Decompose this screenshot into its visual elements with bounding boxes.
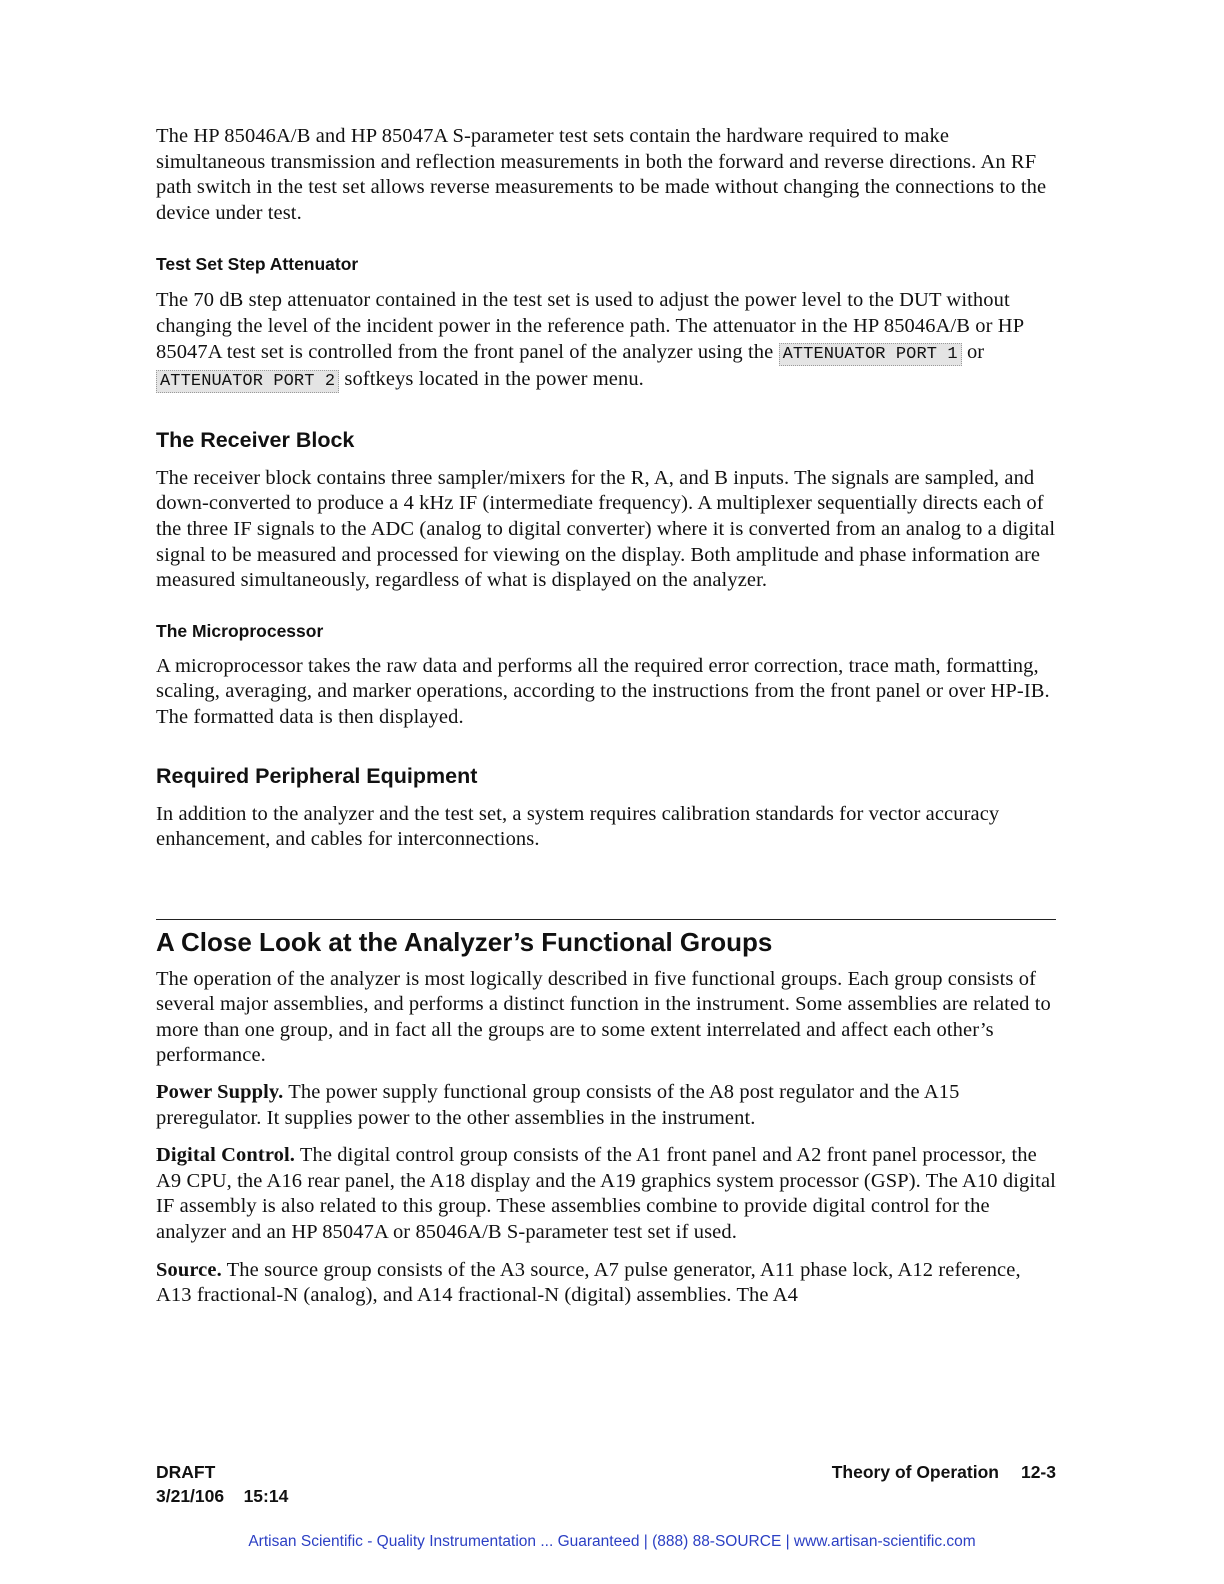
receiver-heading: The Receiver Block <box>156 427 355 452</box>
power-supply-item <box>156 1080 1056 1131</box>
page-number: 12-3 <box>1020 1462 1056 1482</box>
peripheral-heading: Required Peripheral Equipment <box>156 763 478 788</box>
attenuator-text-before: The 70 dB step attenuator contained in the test set is used to adjust the power level to the DUT without changing the level of the incident power in the reference path. The attenuator in the HP 85046A/B or HP 85047A test set is controlled from the front panel of the analyzer using the <box>156 289 1024 363</box>
source-text: The source group consists of the A3 source, A7 pulse generator, A11 phase lock, A12 reference, A13 fractional-N (analog), and A14 fractional-N (digital) assemblies. The A4 <box>156 1258 1021 1307</box>
receiver-paragraph: The receiver block contains three sampler/mixers for the R, A, and B inputs. The signals are sampled, and down-converted to produce a 4 kHz IF (intermediate frequency). A multiplexer sequentially directs each of the three IF signals to the ADC (analog to digital converter) where it is converted from an analog to a digital signal to be measured and processed for viewing on the display. Both amplitude and phase information are measured simultaneously, regardless of what is displayed on the analyzer. <box>156 466 1056 592</box>
digital-control-label: Digital Control. <box>156 1144 296 1167</box>
microprocessor-heading: The Microprocessor <box>156 620 324 641</box>
power-supply-label: Power Supply. <box>156 1081 284 1104</box>
source-label: Source. <box>156 1258 222 1281</box>
artisan-banner-link[interactable]: Artisan Scientific - Quality Instrumentation ... Guaranteed | (888) 88-SOURCE | www.artisan-scientific.com <box>248 1533 976 1550</box>
intro-paragraph: The HP 85046A/B and HP 85047A S-parameter test sets contain the hardware required to make simultaneous transmission and reflection measurements in both the forward and reverse directions. An RF path switch in the test set allows reverse measurements to be made without changing the connections to the device under test. <box>156 125 1047 224</box>
power-supply-text: The power supply functional group consists of the A8 post regulator and the A15 preregulator. It supplies power to the other assemblies in the instrument. <box>156 1081 960 1129</box>
peripheral-paragraph: In addition to the analyzer and the test set, a system requires calibration standards for vector accuracy enhancement, and cables for interconnections. <box>156 802 1000 851</box>
chapter-title: Theory of Operation <box>831 1462 999 1482</box>
functional-groups-heading: A Close Look at the Analyzer’s Functional Groups <box>156 926 773 957</box>
attenuator-paragraph <box>156 288 1056 394</box>
attenuator-text-or: or <box>966 340 985 363</box>
source-item <box>156 1258 1056 1309</box>
functional-groups-paragraph: The operation of the analyzer is most logically described in five functional groups. Each group consists of several major assemblies, and performs a distinct function in the instrument. Some assemblies are related to more than one group, and in fact all the groups are to some extent interrelated and affect each other’s performance. <box>156 967 1051 1067</box>
page-content <box>156 124 1056 1309</box>
section-divider <box>156 919 1056 920</box>
digital-control-text: The digital control group consists of the A1 front panel and A2 front panel processor, the A9 CPU, the A16 rear panel, the A18 display and the A19 graphics system processor (GSP). The A10 digital IF assembly is also related to this group. These assemblies combine to provide digital control for the analyzer and an HP 85047A or 85046A/B S-parameter test set if used. <box>156 1144 1056 1244</box>
microprocessor-paragraph: A microprocessor takes the raw data and performs all the required error correction, trace math, formatting, scaling, averaging, and marker operations, according to the instructions from the front panel or over HP-IB. The formatted data is then displayed. <box>156 654 1050 728</box>
attenuator-port1-softkey: ATTENUATOR PORT 1 <box>779 343 962 366</box>
digital-control-item <box>156 1143 1056 1245</box>
attenuator-text-after: softkeys located in the power menu. <box>344 368 644 391</box>
attenuator-heading: Test Set Step Attenuator <box>156 254 359 275</box>
footer-left <box>156 1460 288 1508</box>
footer-right <box>832 1460 1056 1484</box>
draft-label: DRAFT <box>156 1462 216 1482</box>
attenuator-port2-softkey: ATTENUATOR PORT 2 <box>156 370 339 393</box>
draft-datetime: 3/21/106 15:14 <box>156 1486 289 1506</box>
